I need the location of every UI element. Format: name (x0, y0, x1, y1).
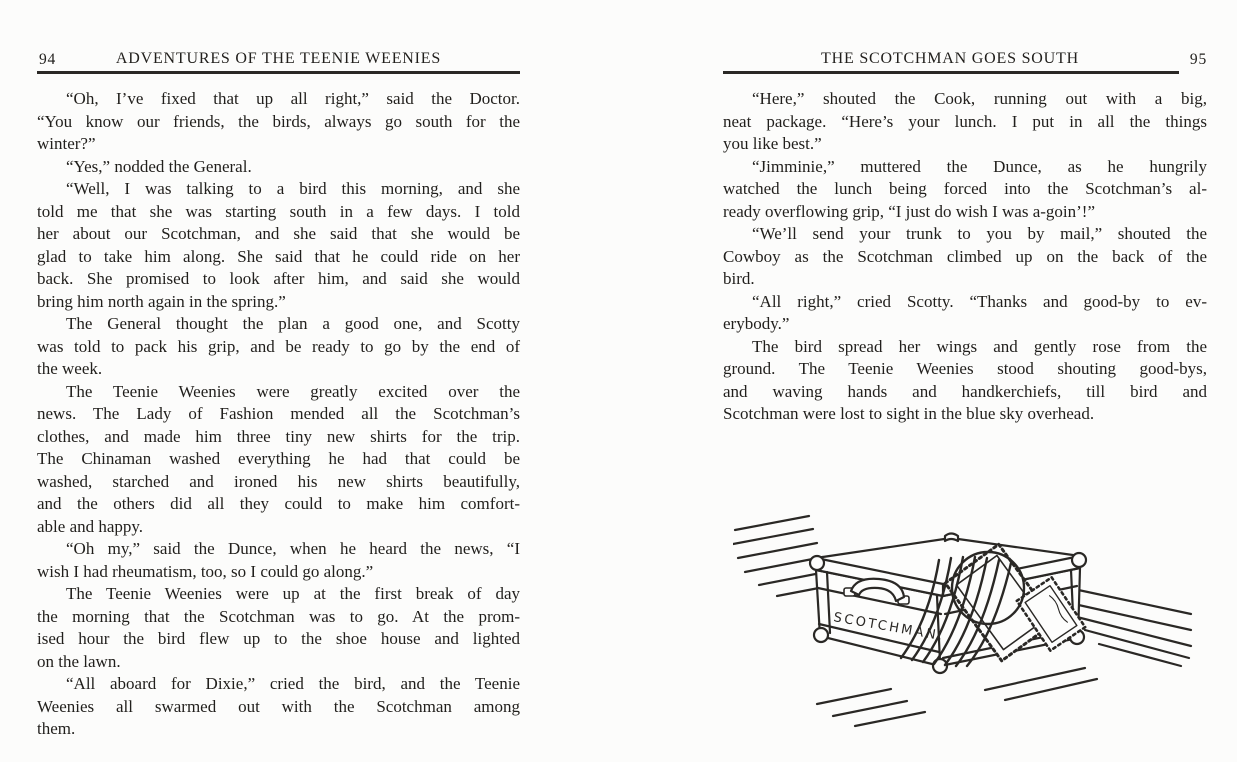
text-line: the morning that the Scotchman was to go. At the prom- (37, 606, 520, 626)
page-number-left: 94 (39, 51, 57, 68)
text-line: winter?” (37, 134, 96, 153)
paragraph (37, 583, 520, 673)
text-line: Scotchman were lost to sight in the blue sky overhead. (723, 404, 1095, 423)
text-line: was told to pack his grip, and be ready to go by the end of (37, 336, 520, 356)
text-line: watched the lunch being forced into the Scotchman’s al- (723, 179, 1207, 198)
text-line: and waving hands and handkerchiefs, till bird and (723, 381, 1207, 401)
text-line: “Yes,” nodded the General. (66, 156, 252, 176)
header-rule-left (37, 71, 520, 74)
text-line: ground. The Teenie Weenies stood shouting good-bys, (723, 359, 1207, 378)
text-line: Weenies all swarmed out with the Scotchman among (37, 696, 520, 716)
paragraph (723, 223, 1207, 291)
text-line: “Oh my,” said the Dunce, when he heard the news, “I (66, 539, 520, 558)
paragraph (723, 291, 1207, 336)
running-head-left: ADVENTURES OF THE TEENIE WEENIES (115, 50, 442, 67)
text-line: The Teenie Weenies were greatly excited over the (66, 381, 520, 401)
text-line: washed, starched and ironed his new shirts beautifully, (37, 471, 520, 491)
running-head-right: THE SCOTCHMAN GOES SOUTH (821, 50, 1079, 67)
text-line: ised hour the bird flew up to the shoe house and lighted (37, 629, 520, 648)
text-line: “Jimminie,” muttered the Dunce, as he hungrily (752, 156, 1207, 176)
page-body-right (723, 88, 1207, 426)
text-line: “We’ll send your trunk to you by mail,” shouted the (752, 224, 1207, 243)
text-line: “Oh, I’ve fixed that up all right,” said the Doctor. (66, 89, 520, 108)
text-line: wish I had rheumatism, too, so I could go along.” (37, 561, 374, 581)
trunk-illustration (733, 490, 1193, 730)
text-line: neat package. “Here’s your lunch. I put in all the things (723, 111, 1207, 131)
paragraph (37, 381, 520, 539)
text-line: able and happy. (37, 516, 144, 536)
text-line: The General thought the plan a good one, and Scotty (66, 314, 520, 333)
text-line: clothes, and made him three tiny new shirts for the trip. (37, 426, 520, 446)
text-line: on the lawn. (37, 651, 121, 671)
paragraph (723, 336, 1207, 426)
page-body-left (37, 88, 520, 741)
text-line: ready overflowing grip, “I just do wish I was a-goin’!” (723, 201, 1096, 221)
trunk-label: SCOTCHMAN. (832, 610, 946, 645)
text-line: bird. (723, 269, 755, 288)
paragraph (37, 88, 520, 156)
text-line: The Chinaman washed everything he had that could be (37, 449, 520, 468)
text-line: the week. (37, 359, 103, 378)
speed-lines-bottom (817, 668, 1097, 726)
text-line: you like best.” (723, 134, 822, 153)
paragraph (37, 156, 520, 179)
text-line: back. She promised to look after him, and said she would (37, 269, 520, 288)
text-line: erybody.” (723, 314, 790, 333)
text-line: The Teenie Weenies were up at the first break of day (66, 584, 520, 603)
text-line: them. (37, 719, 76, 738)
text-line: “You know our friends, the birds, always go south for the (37, 111, 520, 131)
paragraph (37, 538, 520, 583)
text-line: “All aboard for Dixie,” cried the bird, and the Teenie (66, 674, 520, 693)
text-line: “Here,” shouted the Cook, running out with a big, (752, 89, 1207, 108)
text-line: Cowboy as the Scotchman climbed up on the back of the (723, 246, 1207, 266)
text-line: “All right,” cried Scotty. “Thanks and good-by to ev- (752, 291, 1207, 311)
paragraph (37, 673, 520, 741)
running-header-left (37, 50, 520, 72)
running-header-right (723, 50, 1207, 72)
text-line: and the others did all they could to make him comfort- (37, 494, 520, 513)
paragraph (723, 156, 1207, 224)
text-line: her about our Scotchman, and she said that she would be (37, 224, 520, 243)
page-left (37, 0, 520, 762)
header-rule-right (723, 71, 1179, 74)
page-number-right: 95 (1189, 51, 1207, 68)
paragraph (37, 313, 520, 381)
page-right (723, 0, 1207, 762)
text-line: told me that she was starting south in a few days. I told (37, 201, 520, 221)
paragraph (723, 88, 1207, 156)
text-line: news. The Lady of Fashion mended all the Scotchman’s (37, 404, 520, 423)
text-line: The bird spread her wings and gently rose from the (752, 336, 1207, 356)
paragraph (37, 178, 520, 313)
text-line: “Well, I was talking to a bird this morning, and she (66, 179, 520, 198)
text-line: glad to take him along. She said that he could ride on her (37, 246, 520, 266)
text-line: bring him north again in the spring.” (37, 291, 286, 311)
